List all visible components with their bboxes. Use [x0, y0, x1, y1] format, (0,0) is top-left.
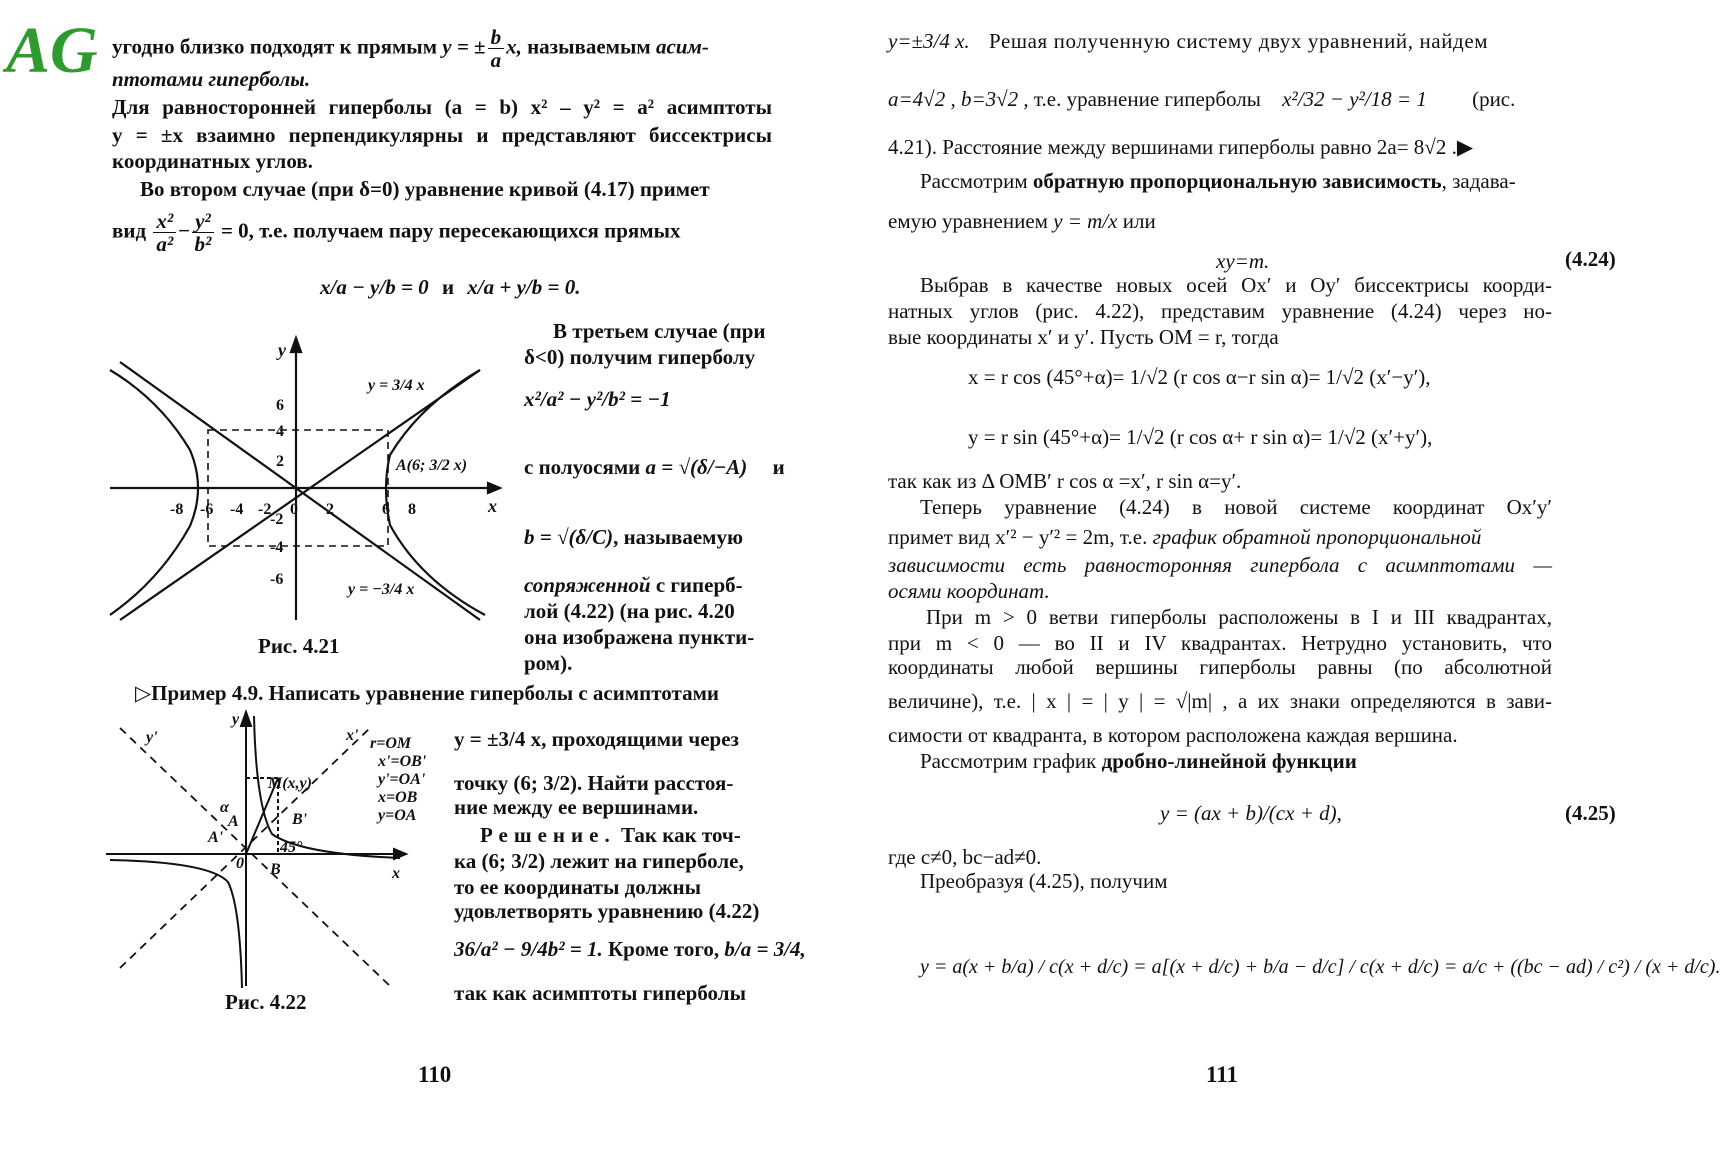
- right-line-2: a=4√2 , b=3√2 , т.е. уравнение гиперболы x²/32 − y²/18 = 1 (рис.: [888, 87, 1516, 111]
- figure-4-21: [100, 330, 520, 630]
- fig2-legend-2: x'=OB': [378, 753, 427, 770]
- example-right-2: точку (6; 3/2). Найти расстоя-: [454, 771, 734, 795]
- right-line-8: натных углов (рис. 4.22), представим уравнение (4.24) через но-: [888, 299, 1552, 323]
- fig1-tick-y-6: 6: [276, 397, 284, 414]
- fig1-tick-y-neg6: -6: [270, 571, 284, 588]
- right-line-20: величине), т.е. | x | = | y | = √|m| , а их знаки определяются в зави-: [888, 689, 1552, 713]
- eq-4-25-number: (4.25): [1565, 801, 1616, 825]
- fig2-b-label: B: [270, 861, 281, 878]
- left-line-2: птотами гиперболы.: [112, 67, 311, 91]
- right-line-16: осями координат.: [888, 579, 1050, 603]
- eq-4-24: xy=m.: [1216, 249, 1270, 273]
- fig2-origin-label: 0: [236, 855, 244, 872]
- right-line-25: Преобразуя (4.25), получим: [920, 869, 1168, 893]
- case3-line-6: сопряженной с гиперб-: [524, 573, 743, 597]
- case3-eq: x²/a² − y²/b² = −1: [524, 387, 671, 411]
- right-line-21: симости от квадранта, в котором расположена каждая вершина.: [888, 723, 1458, 747]
- case3-line-2: δ<0) получим гиперболу: [524, 345, 756, 369]
- fig1-tick-x-neg8: -8: [170, 501, 184, 518]
- solution-line-4: удовлетворять уравнению (4.22): [454, 899, 760, 923]
- fig2-dashed-yprime: [120, 728, 390, 986]
- right-line-24: где c≠0, bc−ad≠0.: [888, 845, 1042, 869]
- left-p2-line-3: координатных углов.: [112, 149, 313, 173]
- fig1-tick-x-0: 0: [290, 501, 298, 518]
- solution-line-3: то ее координаты должны: [454, 875, 701, 899]
- fig2-xprime-label: x': [346, 727, 359, 744]
- right-line-15: зависимости есть равносторонняя гипербола с асимптотами —: [888, 553, 1552, 577]
- fig1-tick-y-4: 4: [276, 423, 284, 440]
- fig2-x-label: x: [392, 865, 400, 882]
- example-right-1: y = ±3/4 x, проходящими через: [454, 727, 739, 751]
- fig2-branch-3: [110, 860, 242, 988]
- case3-line-5: b = √(δ/C), называемую: [524, 525, 744, 549]
- right-line-9: вые координаты x′ и y′. Пусть OM = r, тогда: [888, 325, 1279, 349]
- right-line-22: Рассмотрим график дробно-линейной функции: [920, 749, 1357, 773]
- case3-line-4: с полуосями a = √(δ/−A) и: [524, 455, 785, 479]
- fig1-tick-x-2: 2: [326, 501, 334, 518]
- fig1-asym-bottom-label: y = −3/4 x: [348, 581, 415, 598]
- logo-text: AG: [6, 14, 98, 87]
- left-line-1: угодно близко подходят к прямым y = ± $\frac{b}{a}$ x, называемым асим-: [112, 25, 709, 72]
- left-p2-line-2: y = ±x взаимно перпендикулярны и представляют биссектрисы: [112, 123, 772, 147]
- right-line-5: емую уравнением y = m/x или: [888, 209, 1156, 233]
- fig2-legend-4: x=OB: [378, 789, 418, 806]
- solution-line-1: Решение. Так как точ-: [480, 823, 741, 847]
- fig1-tick-y-neg4: -4: [270, 539, 284, 556]
- fig2-m-label: M(x,y): [268, 775, 312, 792]
- fig1-tick-x-neg2: -2: [258, 501, 272, 518]
- fig1-tick-y-neg2: -2: [270, 511, 284, 528]
- right-line-17: При m > 0 ветви гиперболы расположены в I и III квадрантах,: [926, 605, 1552, 629]
- right-line-7: Выбрав в качестве новых осей Ox′ и Oy′ биссектрисы коорди-: [920, 273, 1552, 297]
- fig2-y-arrow: [241, 712, 251, 726]
- fig1-y-label: y: [278, 340, 286, 360]
- fig1-branch-right: [386, 370, 485, 615]
- fig2-y-label: y: [232, 711, 240, 728]
- fig2-aprime-label: A': [208, 829, 224, 846]
- case3-line-8: она изображена пункти-: [524, 625, 755, 649]
- right-line-18: при m < 0 — во II и IV квадрантах. Нетрудно установить, что: [888, 631, 1552, 655]
- fig1-x-arrow: [488, 483, 500, 493]
- left-page-number: 110: [418, 1062, 452, 1087]
- left-p2-line-1: Для равносторонней гиперболы (a = b) x² – y² = a² асимптоты: [112, 95, 772, 119]
- fig2-angle-label: 45°: [280, 839, 303, 856]
- fig2-caption: Рис. 4.22: [225, 990, 307, 1014]
- fig1-tick-x-6: 6: [382, 501, 390, 518]
- final-equation: y = a(x + b/a) / c(x + d/c) = a[(x + d/c) + b/a − d/c] / c(x + d/c) = a/c + ((bc − ad) / c²) / (x + d/c).: [920, 956, 1720, 978]
- left-p3-line-1: Во втором случае (при δ=0) уравнение кривой (4.17) примет: [140, 177, 710, 201]
- solution-line-2: ка (6; 3/2) лежит на гиперболе,: [454, 849, 744, 873]
- eq-4-25: y = (ax + b)/(cx + d),: [1160, 801, 1342, 825]
- solution-line-5: 36/a² − 9/4b² = 1. Кроме того, b/a = 3/4,: [454, 937, 806, 961]
- fig1-x-label: x: [488, 496, 497, 516]
- eq-x-rotation: x = r cos (45°+α)= 1/√2 (r cos α−r sin α)= 1/√2 (x′−y′),: [968, 365, 1431, 389]
- fig1-branch-left: [110, 370, 198, 615]
- right-line-4: Рассмотрим обратную пропорциональную зависимость, задава-: [920, 169, 1516, 193]
- example-right-3: ние между ее вершинами.: [454, 795, 699, 819]
- fig2-yprime-label: y': [146, 729, 158, 746]
- right-line-14: примет вид x′² − y′² = 2m, т.е. график обратной пропорциональной: [888, 525, 1482, 549]
- fig1-tick-x-8: 8: [408, 501, 416, 518]
- fig1-tick-x-neg4: -4: [230, 501, 244, 518]
- right-line-19: координаты любой вершины гиперболы равны (по абсолютной: [888, 655, 1552, 679]
- fig2-alpha-label: α: [220, 799, 229, 816]
- left-p3-line-2: вид $\frac{\text{x²}}{\text{a²}}$ − $\frac{\text{y²}}{\text{b²}}$ = 0, т.е. получаем пару пересекающихся прямых: [112, 209, 681, 256]
- case3-line-1: В третьем случае (при: [553, 319, 766, 343]
- fig1-point-a-label: A(6; 3/2 x): [396, 457, 468, 474]
- fig1-tick-y-2: 2: [276, 453, 284, 470]
- right-line-1: y=±3/4 x. Решая полученную систему двух уравнений, найдем: [888, 29, 1489, 53]
- fig2-legend-5: y=OA: [378, 807, 417, 824]
- fig1-y-arrow: [291, 338, 301, 352]
- figure-4-22: [100, 706, 440, 990]
- fig2-legend-3: y'=OA': [378, 771, 426, 788]
- eq-y-rotation: y = r sin (45°+α)= 1/√2 (r cos α+ r sin α)= 1/√2 (x′+y′),: [968, 425, 1433, 449]
- eq-intersecting-lines: x/a − y/b = 0 и x/a + y/b = 0.: [320, 275, 581, 299]
- fig2-a-label: A: [228, 813, 239, 830]
- left-page: [0, 0, 830, 1161]
- right-line-3: 4.21). Расстояние между вершинами гиперболы равно 2a= 8√2 .▶: [888, 135, 1473, 159]
- right-line-12: так как из Δ OMB′ r cos α =x′, r sin α=y′.: [888, 469, 1242, 493]
- fig1-asym-top-label: y = 3/4 x: [368, 377, 425, 394]
- right-page: [830, 0, 1720, 1161]
- solution-line-6: так как асимптоты гиперболы: [454, 981, 746, 1005]
- fig1-caption: Рис. 4.21: [258, 634, 340, 658]
- eq-4-24-number: (4.24): [1565, 247, 1616, 271]
- case3-line-9: ром).: [524, 651, 573, 675]
- fig2-legend-1: r=OM: [370, 735, 412, 752]
- example-line-1: ▷Пример 4.9. Написать уравнение гиперболы с асимптотами: [135, 681, 719, 705]
- case3-line-7: лой (4.22) (на рис. 4.20: [524, 599, 735, 623]
- right-page-number: 111: [1206, 1062, 1238, 1087]
- right-line-13: Теперь уравнение (4.24) в новой системе координат Ox′y′: [920, 495, 1552, 519]
- fig2-bprime-label: B': [292, 811, 308, 828]
- fig1-tick-x-neg6: -6: [200, 501, 214, 518]
